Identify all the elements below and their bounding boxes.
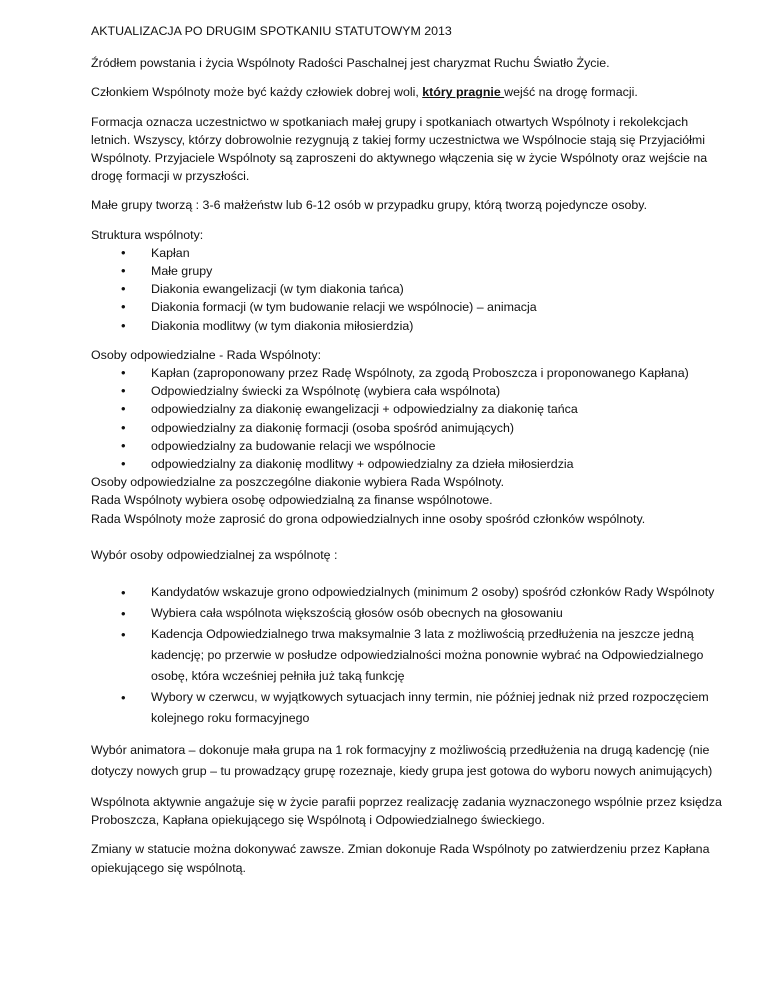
- structure-heading: Struktura wspólnoty:: [91, 227, 204, 242]
- paragraph-parish: Wspólnota aktywnie angażuje się w życie parafii poprzez realizację zadania wyznaczonego wspólnie przez księdza Proboszcza, Kapłana opiekującego się Wspólnotą i Odpowiedzialnego świeckiego.: [91, 795, 722, 828]
- list-item: • Kapłan: [121, 244, 728, 262]
- document-title: AKTUALIZACJA PO DRUGIM SPOTKANIU STATUTOWYM 2013: [91, 24, 452, 38]
- list-item: • Diakonia ewangelizacji (w tym diakonia tańca): [121, 280, 728, 298]
- list-item: • odpowiedzialny za diakonię formacji (osoba spośród animujących): [121, 419, 728, 437]
- list-item: • odpowiedzialny za budowanie relacji we wspólnocie: [121, 437, 728, 455]
- list-item: • odpowiedzialny za diakonię modlitwy + odpowiedzialny za dzieła miłosierdzia: [121, 455, 728, 473]
- council-note-3: Rada Wspólnoty może zaprosić do grona odpowiedzialnych inne osoby spośród członków wspólnoty.: [91, 511, 646, 526]
- paragraph-small-groups: Małe grupy tworzą : 3-6 małżeństw lub 6-12 osób w przypadku grupy, którą tworzą pojedyncze osoby.: [91, 198, 648, 213]
- council-note-1: Osoby odpowiedzialne za poszczególne diakonie wybiera Rada Wspólnoty.: [91, 475, 505, 490]
- membership-emphasis: który pragnie: [422, 85, 505, 100]
- election-heading: Wybór osoby odpowiedzialnej za wspólnotę :: [91, 547, 338, 562]
- list-item: • Kadencja Odpowiedzialnego trwa maksymalnie 3 lata z możliwością przedłużenia na jeszcze jedną kadencję; po przerwie w posłudze odpowiedzialności można ponownie wybrać na Odpowiedzialnego osobę, która wcześniej pełniła już taką funkcję: [121, 624, 728, 687]
- section-election: [91, 546, 728, 729]
- list-item: • odpowiedzialny za diakonię ewangelizacji + odpowiedzialny za diakonię tańca: [121, 400, 728, 418]
- list-item: • Kandydatów wskazuje grono odpowiedzialnych (minimum 2 osoby) spośród członków Rady Wspólnoty: [121, 582, 728, 603]
- council-heading: Osoby odpowiedzialne - Rada Wspólnoty:: [91, 347, 322, 362]
- section-council: [91, 346, 728, 528]
- council-note-2: Rada Wspólnoty wybiera osobę odpowiedzialną za finanse wspólnotowe.: [91, 493, 493, 508]
- list-item: • Diakonia modlitwy (w tym diakonia miłosierdzia): [121, 317, 728, 335]
- council-list: [91, 364, 728, 473]
- list-item: • Kapłan (zaproponowany przez Radę Wspólnoty, za zgodą Proboszcza i proponowanego Kapłana): [121, 364, 728, 382]
- membership-text-before: Członkiem Wspólnoty może być każdy człowiek dobrej woli,: [91, 85, 423, 100]
- membership-text-after: wejść na drogę formacji.: [504, 85, 638, 100]
- list-item: • Wybiera cała wspólnota większością głosów osób obecnych na głosowaniu: [121, 603, 728, 624]
- structure-list: [91, 244, 728, 335]
- section-structure: [91, 226, 728, 335]
- paragraph-statute-changes: Zmiany w statucie można dokonywać zawsze. Zmian dokonuje Rada Wspólnoty po zatwierdzeniu przez Kapłana opiekującego się wspólnotą.: [91, 842, 710, 875]
- list-item: • Diakonia formacji (w tym budowanie relacji we wspólnocie) – animacja: [121, 298, 728, 316]
- election-list: [91, 582, 728, 729]
- list-item: • Małe grupy: [121, 262, 728, 280]
- spacer: [91, 528, 728, 546]
- list-item: • Odpowiedzialny świecki za Wspólnotę (wybiera cała wspólnota): [121, 382, 728, 400]
- paragraph-origin: Źródłem powstania i życia Wspólnoty Radości Paschalnej jest charyzmat Ruchu Światło Życie.: [91, 56, 610, 71]
- paragraph-formation: Formacja oznacza uczestnictwo w spotkaniach małej grupy i spotkaniach otwartych Wspólnoty i rekolekcjach letnich. Wszyscy, którzy dobrowolnie rezygnują z takiej formy uczestnictwa we Wspólnocie stają się Przyjaciółmi Wspólnoty. Przyjaciele Wspólnoty są zaproszeni do aktywnego włączenia się w życie Wspólnoty oraz wejście na drogę formacji w przyszłości.: [91, 114, 708, 184]
- paragraph-membership: [91, 83, 728, 101]
- paragraph-animator: Wybór animatora – dokonuje mała grupa na 1 rok formacyjny z możliwością przedłużenia na drugą kadencję (nie dotyczy nowych grup – tu prowadzący grupę rozeznaje, kiedy grupa jest gotowa do wyboru nowych animujących): [91, 743, 713, 779]
- list-item: • Wybory w czerwcu, w wyjątkowych sytuacjach inny termin, nie później jednak niż przed rozpoczęciem kolejnego roku formacyjnego: [121, 687, 728, 729]
